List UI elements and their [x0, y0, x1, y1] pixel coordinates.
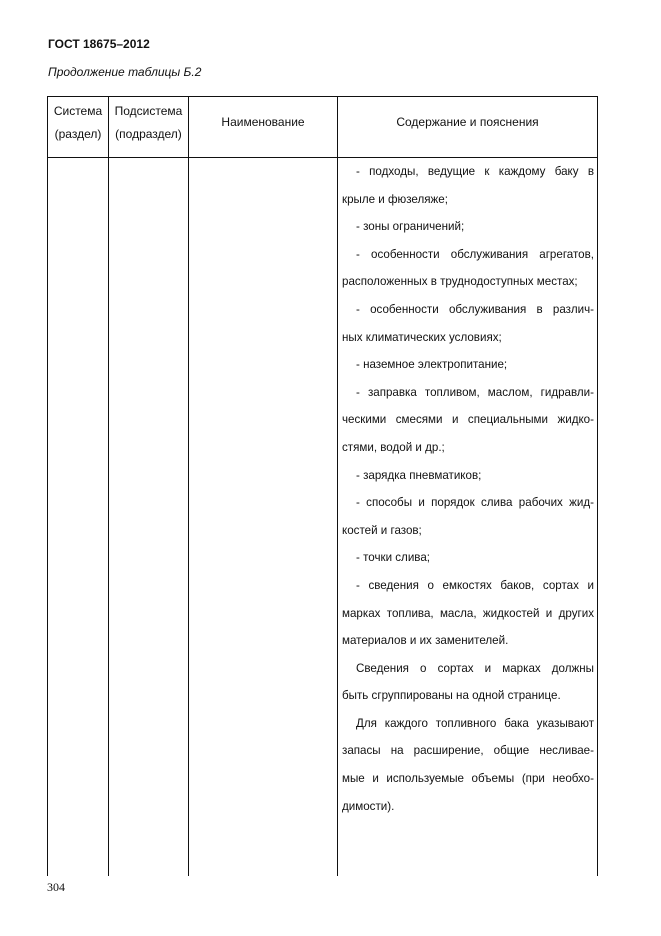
content-line: крыле и фюзеляже; — [342, 192, 448, 206]
content-line: ных климатических условиях; — [342, 330, 502, 344]
header-system-line2: (раздел) — [54, 127, 102, 141]
content-line: мые и используемые объемы (при необхо- — [342, 772, 594, 786]
content-line: - наземное электропитание; — [356, 358, 508, 372]
content-line: - особенности обслуживания агрегатов, — [356, 247, 594, 261]
document-standard-number: ГОСТ 18675–2012 — [48, 37, 150, 51]
header-content-label: Содержание и пояснения — [396, 115, 539, 129]
content-line: быть сгруппированы на одной странице. — [342, 689, 561, 703]
content-line: - точки слива; — [356, 551, 431, 565]
content-line: - особенности обслуживания в различ- — [356, 302, 594, 316]
content-line: - способы и порядок слива рабочих жид- — [356, 496, 594, 510]
continuation-table — [47, 96, 598, 876]
header-system-line1: Система — [53, 104, 103, 118]
header-content — [338, 111, 597, 134]
header-system — [48, 100, 108, 146]
content-line: Сведения о сортах и марках должны — [356, 661, 594, 675]
header-subsystem — [109, 100, 188, 146]
content-line: запасы на расширение, общие несливае- — [342, 744, 594, 758]
content-line: - подходы, ведущие к каждому баку в — [356, 165, 594, 178]
content-line: Для каждого топливного бака указывают — [356, 716, 594, 730]
header-subsystem-line2: (подраздел) — [115, 127, 182, 141]
content-line: - зарядка пневматиков; — [356, 468, 482, 482]
column-border-system — [108, 96, 109, 876]
content-line: марках топлива, масла, жидкостей и других — [342, 606, 594, 620]
header-name-label: Наименование — [221, 115, 305, 129]
column-border-right — [597, 96, 598, 876]
content-line: - заправка топливом, маслом, гидравли- — [356, 385, 594, 399]
content-line: расположенных в труднодоступных местах; — [342, 275, 578, 289]
content-line: ческими смесями и специальными жидко- — [342, 413, 594, 427]
header-name — [189, 111, 337, 134]
content-line: стями, водой и др.; — [342, 440, 445, 454]
content-line: костей и газов; — [342, 523, 422, 537]
content-line: - сведения о емкостях баков, сортах и — [356, 578, 594, 592]
page-number: 304 — [47, 880, 65, 894]
content-line: материалов и их заменителей. — [342, 634, 509, 648]
content-line: димости). — [342, 799, 395, 813]
column-border-subsystem — [188, 96, 189, 876]
table-top-border — [47, 96, 598, 97]
content-line: - зоны ограничений; — [356, 220, 465, 234]
content-cell — [342, 158, 594, 820]
table-caption: Продолжение таблицы Б.2 — [48, 65, 202, 79]
column-border-name — [337, 96, 338, 876]
column-border-left — [47, 96, 48, 876]
header-subsystem-line1: Подсистема — [114, 104, 183, 118]
